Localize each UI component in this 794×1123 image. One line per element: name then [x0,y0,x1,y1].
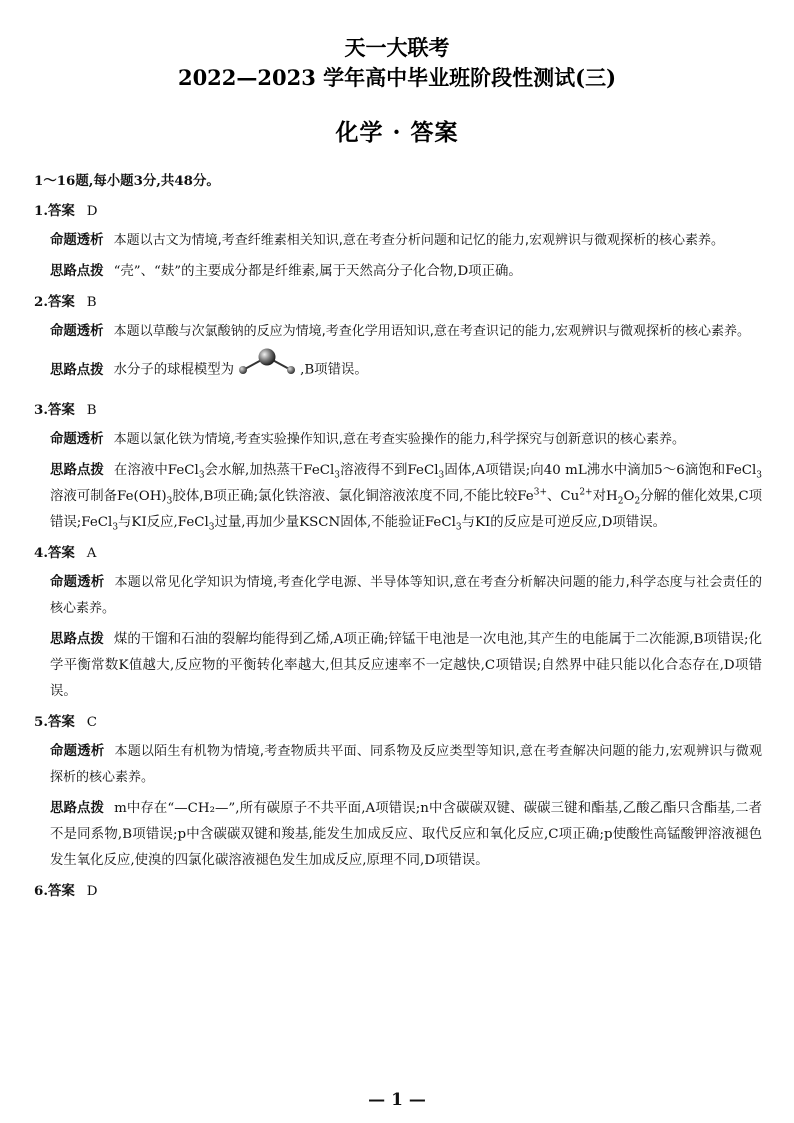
answer-value: B [86,295,97,310]
section-intro: 1～16题,每小题3分,共48分。 [34,173,220,189]
subscript: 2 [634,496,641,507]
subject-title: 化学 · 答案 [335,119,459,146]
answer-label: 答案 [47,714,75,730]
answer-line [34,198,762,225]
hint-text: 煤的干馏和石油的裂解均能得到乙烯,A项正确;锌锰干电池是一次电池,其产生的电能属于二次能源,B项错误;化学平衡常数K值越大,反应物的平衡转化率越大,但其反应速率不一定越快,C项错误;自然界中硅只能以化合态存在,D项错误。 [50,632,762,699]
hint-text-before: 水分子的球棍模型为 [113,362,235,378]
hint-paragraph [50,353,762,387]
question-5 [34,709,762,874]
hint-paragraph [50,795,762,874]
hint-paragraph [50,626,762,705]
exam-org-title: 天一大联考 [344,35,450,60]
hint-label: 思路点拨 [50,462,104,478]
answer-label: 答案 [47,203,75,219]
hint-seg: 会水解,加热蒸干FeCl [204,463,335,478]
question-number: 4. [34,545,48,561]
answer-label: 答案 [47,545,75,561]
question-number: 5. [34,714,48,730]
purpose-text: 本题以陌生有机物为情境,考查物质共平面、同系物及反应类型等知识,意在考查解决问题的能力,宏观辨识与微观探析的核心素养。 [50,744,763,785]
answer-value: D [86,204,98,219]
hint-label: 思路点拨 [50,631,104,647]
subscript: 3 [166,496,173,507]
question-3 [34,397,762,536]
answer-value: A [86,546,97,561]
hint-seg: O [623,489,635,504]
purpose-paragraph [50,569,762,622]
answer-value: D [86,884,98,899]
purpose-paragraph [50,426,762,453]
hint-label: 思路点拨 [50,361,104,378]
purpose-paragraph [50,738,762,791]
answer-value: B [86,403,97,418]
purpose-text: 本题以草酸与次氯酸钠的反应为情境,考查化学用语知识,意在考查识记的能力,宏观辨识与微观探析的核心素养。 [113,324,750,339]
superscript: 2+ [579,487,593,498]
purpose-label: 命题透析 [50,323,104,339]
purpose-paragraph [50,227,762,254]
hint-label: 思路点拨 [50,263,104,279]
water-ball-stick-model-icon [236,347,298,387]
question-number: 2. [34,294,48,310]
hint-seg: 胶体,B项正确;氯化铁溶液、氯化铜溶液浓度不同,不能比较Fe [172,489,534,504]
subscript: 3 [112,522,119,533]
hint-seg: 、Cu [547,489,580,504]
answer-label: 答案 [47,883,75,899]
question-number: 6. [34,883,48,899]
answer-value: C [86,715,98,730]
answer-label: 答案 [47,294,75,310]
hint-paragraph [50,258,762,285]
purpose-paragraph [50,318,762,345]
answer-label: 答案 [47,402,75,418]
hint-seg: 过量,再加少量KSCN固体,不能验证FeCl [214,515,456,530]
subscript: 3 [334,470,341,481]
subscript: 3 [756,470,763,481]
hint-seg: 在溶液中FeCl [113,463,199,478]
hint-seg: 对H [592,489,618,504]
purpose-label: 命题透析 [50,232,104,248]
question-number: 3. [34,402,48,418]
purpose-text: 本题以古文为情境,考查纤维素相关知识,意在考查分析问题和记忆的能力,宏观辨识与微观探析的核心素养。 [113,233,724,248]
hint-seg: 溶液得不到FeCl [340,463,439,478]
question-6 [34,878,762,905]
hint-text: m中存在“—CH₂—”,所有碳原子不共平面,A项错误;n中含碳碳双键、碳碳三键和酯基,乙酸乙酯只含酯基,二者不是同系物,B项错误;p中含碳碳双键和羧基,能发生加成反应、取代反应和氧化反应,C项正确;p使酸性高锰酸钾溶液褪色发生氧化反应,使溴的四氯化碳溶液褪色发生加成反应,原理不同,D项错误。 [50,801,763,868]
question-2 [34,289,762,387]
answer-line [34,709,762,736]
hint-seg: 与KI反应,FeCl [118,515,209,530]
subscript: 3 [208,522,215,533]
question-1 [34,198,762,285]
superscript: 3+ [533,487,547,498]
hint-text: “壳”、“麸”的主要成分都是纤维素,属于天然高分子化合物,D项正确。 [113,264,522,279]
subscript: 3 [198,470,205,481]
subscript: 2 [617,496,624,507]
subscript: 3 [455,522,462,533]
answer-line [34,289,762,316]
hint-text-after: ,B项错误。 [300,362,368,378]
purpose-label: 命题透析 [50,574,105,590]
hint-seg: 固体,A项错误;向40 mL沸水中滴加5～6滴饱和FeCl [444,463,757,478]
purpose-label: 命题透析 [50,431,104,447]
answer-line [34,540,762,567]
purpose-text: 本题以常见化学知识为情境,考查化学电源、半导体等知识,意在考查分析解决问题的能力,科学态度与社会责任的核心素养。 [50,575,763,616]
answer-line [34,397,762,424]
purpose-label: 命题透析 [50,743,105,759]
hint-seg: 与KI的反应是可逆反应,D项错误。 [461,515,666,530]
question-number: 1. [34,203,48,219]
hint-label: 思路点拨 [50,800,105,816]
answer-content [34,168,762,909]
hint-paragraph [50,457,762,536]
exam-title: 2022—2023 学年高中毕业班阶段性测试(三) [177,65,617,90]
purpose-text: 本题以氯化铁为情境,考查实验操作知识,意在考查实验操作的能力,科学探究与创新意识的核心素养。 [113,432,685,447]
page-number: — 1 — [368,1090,426,1110]
question-4 [34,540,762,705]
hint-seg: 分解的催化效果,C项错误;FeCl [50,489,762,530]
hint-seg: 溶液可制备Fe(OH) [50,489,167,504]
subscript: 3 [438,470,445,481]
answer-line [34,878,762,905]
